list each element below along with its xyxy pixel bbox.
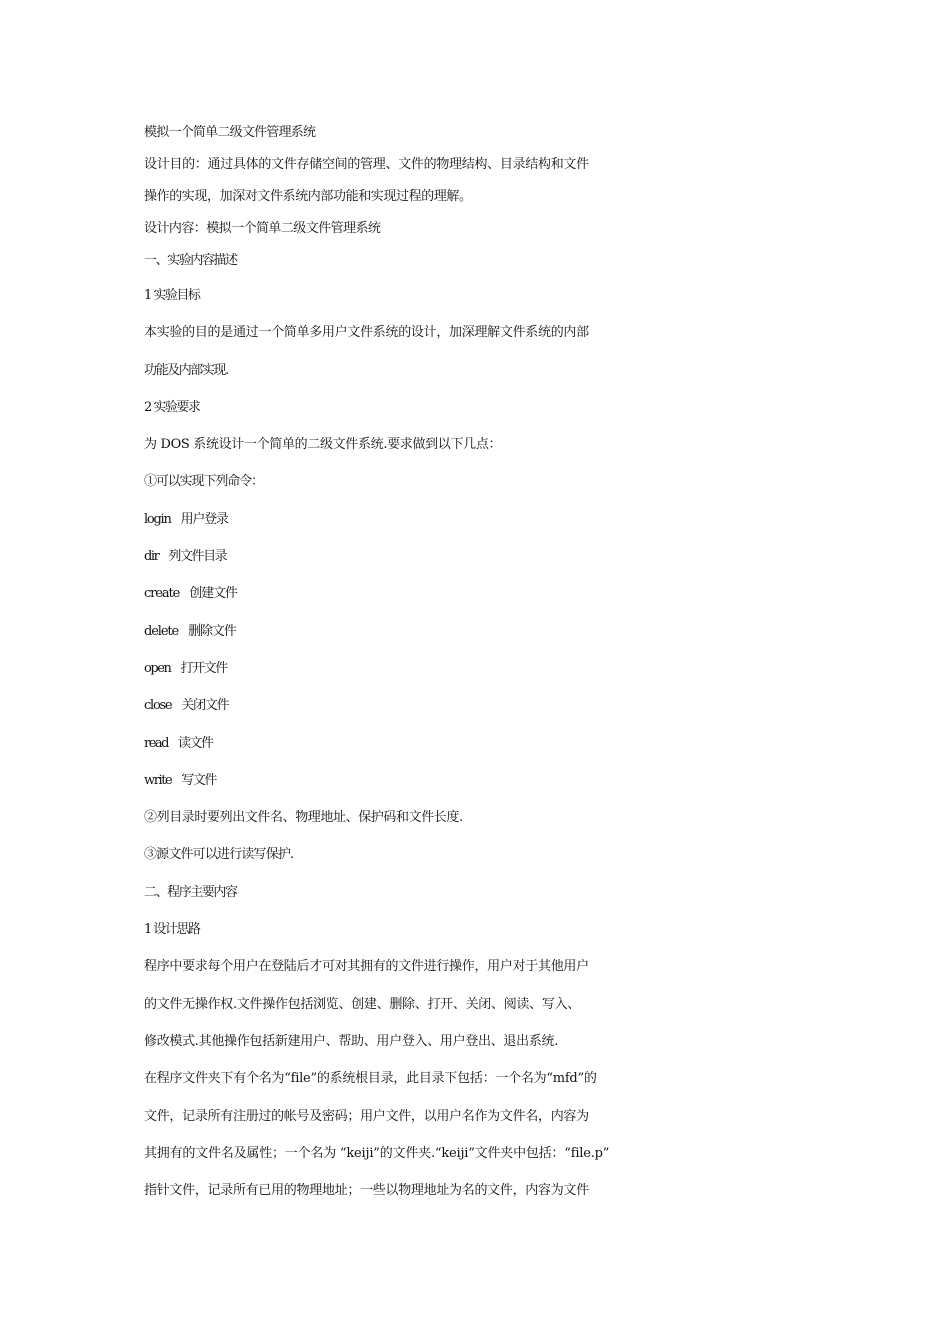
command-item [144, 501, 816, 538]
command-item [144, 538, 816, 575]
command-name: write [144, 772, 172, 788]
command-item [144, 650, 816, 687]
command-desc: 列文件目录 [168, 549, 227, 565]
requirement-1: ①可以实现下列命令： [144, 474, 263, 490]
command-name: login [144, 511, 171, 527]
purpose-line-1: 设计目的：通过具体的文件存储空间的管理、文件的物理结构、目录结构和文件 [144, 157, 589, 172]
folder-line-1: 在程序文件夹下有个名为“file”的系统根目录，此目录下包括：一个名为“mfd”的 [144, 1071, 597, 1087]
command-desc: 打开文件 [180, 660, 227, 676]
folder-line-2: 文件，记录所有注册过的帐号及密码；用户文件，以用户名作为文件名，内容为 [144, 1108, 589, 1124]
requirements-intro: 为 DOS 系统设计一个简单的二级文件系统.要求做到以下几点： [144, 437, 502, 453]
goal-line-1: 本实验的目的是通过一个简单多用户文件系统的设计，加深理解文件系统的内部 [144, 325, 589, 341]
command-desc: 写文件 [181, 772, 216, 788]
command-name: delete [144, 623, 179, 639]
design-heading: 1 设计思路 [144, 922, 200, 938]
design-line-3: 修改模式.其他操作包括新建用户、帮助、用户登入、用户登出、退出系统. [144, 1033, 559, 1049]
folder-line-3: 其拥有的文件名及属性；一个名为 “keiji”的文件夹.“keiji”文件夹中包括：“file.p” [144, 1145, 610, 1161]
design-line-1: 程序中要求每个用户在登陆后才可对其拥有的文件进行操作，用户对于其他用户 [144, 959, 589, 975]
section1-heading: 一、实验内容描述 [144, 253, 237, 268]
requirement-2: ②列目录时要列出文件名、物理地址、保护码和文件长度. [144, 810, 463, 826]
command-desc: 删除文件 [188, 623, 236, 639]
command-item [144, 687, 816, 724]
document-body [144, 117, 816, 1209]
folder-line-4: 指针文件，记录所有已用的物理地址；一些以物理地址为名的文件，内容为文件 [144, 1183, 589, 1199]
document-title: 模拟一个简单二级文件管理系统 [144, 125, 316, 140]
command-name: create [144, 586, 180, 602]
command-name: dir [144, 549, 159, 565]
purpose-line-2: 操作的实现，加深对文件系统内部功能和实现过程的理解。 [144, 189, 472, 204]
command-desc: 用户登录 [180, 511, 228, 527]
command-desc: 创建文件 [189, 586, 237, 602]
command-item [144, 725, 816, 762]
command-item [144, 613, 816, 650]
sub2-heading: 2 实验要求 [144, 399, 200, 415]
sub1-heading: 1 实验目标 [144, 288, 200, 303]
command-name: close [144, 698, 172, 714]
command-name: open [144, 660, 171, 676]
command-name: read [144, 735, 168, 751]
command-desc: 关闭文件 [181, 698, 229, 714]
design-line-2: 的文件无操作权.文件操作包括浏览、创建、删除、打开、关闭、阅读、写入、 [144, 996, 580, 1012]
content-line: 设计内容：模拟一个简单二级文件管理系统 [144, 221, 381, 236]
section2-heading: 二、程序主要内容 [144, 884, 237, 900]
command-item [144, 575, 816, 612]
requirement-3: ③源文件可以进行读写保护. [144, 847, 294, 863]
command-desc: 读文件 [177, 735, 213, 751]
command-item [144, 762, 816, 799]
goal-line-2: 功能及内部实现. [144, 362, 228, 378]
